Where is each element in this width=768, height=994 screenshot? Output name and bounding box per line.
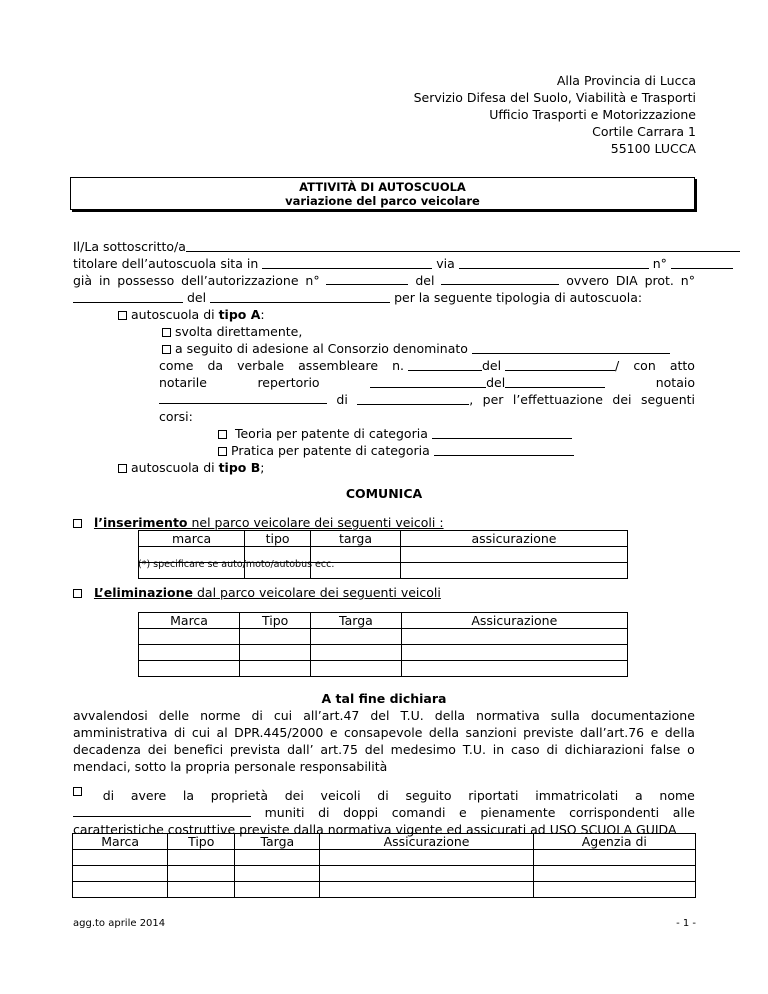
proprieta-checkbox[interactable] <box>73 787 82 796</box>
corsi-label: corsi: <box>159 409 193 424</box>
tipo-b-option[interactable]: autoscuola di tipo B; <box>118 459 264 476</box>
verbale-date-field[interactable] <box>505 358 615 371</box>
consorzio-option[interactable]: a seguito di adesione al Consorzio denominato <box>162 340 670 357</box>
pratica-category-field[interactable] <box>434 443 574 456</box>
repertorio-field[interactable] <box>370 375 486 388</box>
table-header <box>139 613 628 629</box>
name-field[interactable] <box>186 239 740 252</box>
school-address-line: titolare dell’autoscuola sita in via n° <box>73 255 733 272</box>
table-header <box>139 531 628 547</box>
notarile-line: notarile repertorio del notaio <box>159 375 695 390</box>
col-agenzia: Agenzia di <box>533 834 695 850</box>
col-marca: marca <box>139 531 245 547</box>
authorization-date-field[interactable] <box>441 272 559 285</box>
teoria-checkbox[interactable] <box>218 430 227 439</box>
table-row <box>139 629 628 645</box>
address-line: 55100 LUCCA <box>610 141 696 156</box>
verbale-number-field[interactable] <box>408 358 482 371</box>
dichiara-line-3: decadenza dei benefici prevista dall’ art.75 del medesimo T.U. in caso di dichiarazioni false o <box>73 742 695 757</box>
address-line: Cortile Carrara 1 <box>592 124 696 139</box>
verbale-line: come da verbale assembleare n. del / con atto <box>159 358 695 373</box>
street-number-field[interactable] <box>671 256 733 269</box>
svolta-option[interactable]: svolta direttamente, <box>162 323 302 340</box>
dia-line: del per la seguente tipologia di autoscuola: <box>73 289 642 306</box>
consorzio-checkbox[interactable] <box>162 345 171 354</box>
eliminazione-checkbox[interactable] <box>73 589 82 598</box>
dia-number-field[interactable] <box>73 290 183 303</box>
pratica-option[interactable]: Pratica per patente di categoria <box>218 442 574 459</box>
teoria-category-field[interactable] <box>432 426 572 439</box>
consorzio-name-field[interactable] <box>472 341 670 354</box>
dichiara-line-1: avvalendosi delle norme di cui all’art.47 del T.U. della normativa sulla documentazione <box>73 708 695 723</box>
city-field[interactable] <box>262 256 432 269</box>
authorization-line: già in possesso dell’autorizzazione n° del ovvero DIA prot. n° <box>73 273 695 288</box>
address-line: Alla Provincia di Lucca <box>556 73 696 88</box>
col-assicurazione: assicurazione <box>400 531 627 547</box>
notaio-city-field[interactable] <box>357 392 469 405</box>
address-line: Servizio Difesa del Suolo, Viabilità e Trasporti <box>413 90 696 105</box>
proprieta-option[interactable]: di avere la proprietà dei veicoli di seguito riportati immatricolati a nome <box>73 787 695 804</box>
tipo-a-checkbox[interactable] <box>118 311 127 320</box>
title-box <box>70 177 695 210</box>
proprieta-line-3: caratteristiche costruttive previste dalla normativa vigente ed assicurati ad USO SCUOLA GUIDA <box>73 822 677 837</box>
tipo-b-checkbox[interactable] <box>118 464 127 473</box>
authorization-number-field[interactable] <box>326 272 408 285</box>
tipo-a-option[interactable]: autoscuola di tipo A: <box>118 306 265 323</box>
notarile-date-field[interactable] <box>505 375 605 388</box>
table-header <box>73 834 696 850</box>
teoria-option[interactable]: Teoria per patente di categoria <box>218 425 572 442</box>
col-tipo: Tipo <box>168 834 235 850</box>
col-tipo: tipo <box>245 531 311 547</box>
notaio-name-field[interactable] <box>159 391 327 404</box>
street-field[interactable] <box>459 256 649 269</box>
col-targa: Targa <box>311 613 401 629</box>
svolta-checkbox[interactable] <box>162 328 171 337</box>
proprieta-table <box>72 833 696 898</box>
inserimento-checkbox[interactable] <box>73 519 82 528</box>
proprieta-line-2: muniti di doppi comandi e pienamente corrispondenti alle <box>73 804 695 821</box>
footer-version: agg.to aprile 2014 <box>73 918 166 929</box>
title-sub: variazione del parco veicolare <box>285 194 480 208</box>
comunica-heading: COMUNICA <box>345 486 423 501</box>
table-row <box>73 850 696 866</box>
col-tipo: Tipo <box>240 613 311 629</box>
col-assicurazione: Assicurazione <box>320 834 533 850</box>
col-targa: targa <box>311 531 401 547</box>
col-targa: Targa <box>235 834 320 850</box>
table-row <box>139 645 628 661</box>
col-assicurazione: Assicurazione <box>401 613 627 629</box>
eliminazione-table <box>138 612 628 677</box>
table-row <box>73 882 696 898</box>
dichiara-heading: A tal fine dichiara <box>321 691 447 706</box>
inserimento-option[interactable]: l’inserimento nel parco veicolare dei seguenti veicoli : <box>73 514 444 531</box>
col-marca: Marca <box>139 613 240 629</box>
notaio-line: di , per l’effettuazione dei seguenti <box>159 391 695 408</box>
declarant-line: Il/La sottoscritto/a <box>73 238 740 255</box>
eliminazione-option[interactable]: L’eliminazione dal parco veicolare dei seguenti veicoli <box>73 584 441 601</box>
table-row <box>139 661 628 677</box>
title-main: ATTIVITÀ DI AUTOSCUOLA <box>299 180 466 194</box>
dichiara-line-2: amministrativa di cui al DPR.445/2000 e consapevole della sanzioni previste dall’art.76 e della <box>73 725 695 740</box>
address-line: Ufficio Trasporti e Motorizzazione <box>489 107 696 122</box>
page-number: - 1 - <box>676 918 696 929</box>
dichiara-line-4: mendaci, sotto la propria personale responsabilità <box>73 759 388 774</box>
table-row <box>73 866 696 882</box>
pratica-checkbox[interactable] <box>218 447 227 456</box>
owner-name-field[interactable] <box>73 804 251 817</box>
dia-date-field[interactable] <box>210 290 390 303</box>
recipient-address <box>414 72 696 157</box>
col-marca: Marca <box>73 834 168 850</box>
vehicle-type-note: (*) specificare se auto/moto/autobus ecc. <box>138 559 335 570</box>
